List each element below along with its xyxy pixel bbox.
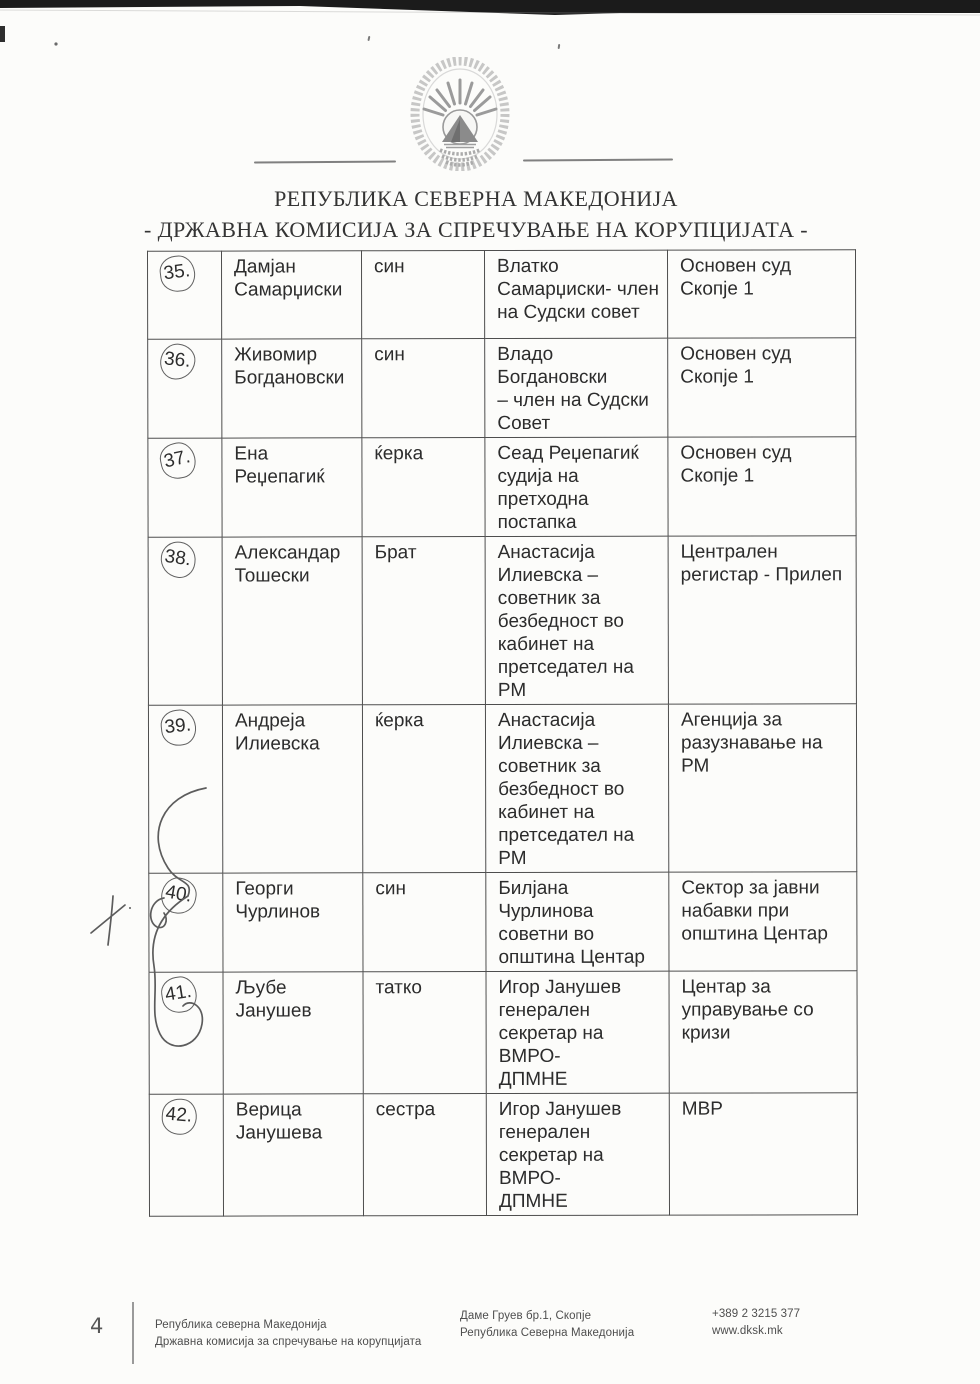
related-person-cell: Влатко Самарџиски- член на Судски совет bbox=[484, 250, 667, 338]
relation-cell: сестра bbox=[363, 1094, 486, 1216]
scan-speck bbox=[54, 42, 57, 45]
table-row bbox=[148, 338, 856, 438]
circled-row-number: 40. bbox=[159, 875, 200, 916]
row-number-cell bbox=[149, 873, 223, 972]
institution-cell: Сектор за јавни набавки при општина Центар bbox=[669, 872, 857, 971]
scan-edge-band bbox=[0, 0, 980, 15]
footer-website: www.dksk.mk bbox=[712, 1325, 783, 1337]
table-row bbox=[149, 971, 857, 1094]
circled-row-number: 41. bbox=[159, 974, 199, 1015]
table-row bbox=[149, 872, 857, 972]
table-row bbox=[148, 536, 856, 705]
title-line-country: РЕПУБЛИКА СЕВЕРНА МАКЕДОНИЈА bbox=[274, 186, 678, 211]
row-number-cell bbox=[148, 339, 222, 438]
relation-cell: Брат bbox=[362, 537, 485, 705]
row-number-cell bbox=[148, 438, 222, 537]
circled-row-number: 35. bbox=[158, 254, 197, 294]
name-cell: Георги Чурлинов bbox=[223, 873, 363, 972]
institution-cell: Основен суд Скопје 1 bbox=[668, 437, 856, 536]
name-cell: Дамјан Самарџиски bbox=[221, 251, 361, 339]
institution-cell: Основен суд Скопје 1 bbox=[668, 338, 856, 437]
circled-row-number: 36. bbox=[158, 342, 197, 381]
footer-org-line1: Република северна Македонија bbox=[155, 1319, 327, 1331]
relatives-table bbox=[147, 249, 858, 1216]
table-row bbox=[149, 1093, 857, 1216]
document-title bbox=[0, 183, 952, 245]
scan-speck bbox=[558, 44, 561, 49]
related-person-cell: Игор Јанушев генерален секретар на ВМРО- ДПМНЕ bbox=[486, 1093, 669, 1215]
relation-cell: татко bbox=[363, 972, 486, 1094]
footer-org-line2: Државна комисија за спречување на корупцијата bbox=[155, 1336, 422, 1348]
institution-cell: МВР bbox=[669, 1093, 857, 1215]
row-number-cell bbox=[148, 705, 222, 873]
institution-cell: Центар за управување со кризи bbox=[669, 971, 857, 1093]
circled-row-number: 42. bbox=[160, 1097, 198, 1136]
row-number-cell bbox=[149, 972, 223, 1094]
table-row bbox=[147, 250, 855, 339]
circled-row-number: 39. bbox=[159, 708, 198, 748]
name-cell: Живомир Богдановски bbox=[222, 339, 362, 438]
name-cell: Љубе Јанушев bbox=[223, 972, 363, 1094]
name-cell: Андреја Илиевска bbox=[222, 705, 362, 873]
name-cell: Александар Тошески bbox=[222, 537, 362, 705]
related-person-cell: Владо Богдановски – член на Судски Совет bbox=[485, 338, 668, 437]
related-person-cell: Сеад Реџепагиќ судија на претходна постапка bbox=[485, 437, 668, 536]
footer-address-line1: Даме Груев бр.1, Скопје bbox=[460, 1310, 592, 1322]
title-line-commission: - ДРЖАВНА КОМИСИЈА ЗА СПРЕЧУВАЊЕ НА КОРУПЦИЈАТА - bbox=[143, 217, 809, 242]
plus-mark bbox=[91, 896, 131, 945]
circled-row-number: 37. bbox=[157, 439, 199, 482]
header-rule-left bbox=[254, 161, 396, 164]
related-person-cell: Игор Јанушев генерален секретар на ВМРО- ДПМНЕ bbox=[486, 971, 669, 1093]
footer-phone: +389 2 3215 377 bbox=[712, 1308, 801, 1320]
row-number-cell bbox=[148, 537, 222, 705]
footer-contact bbox=[712, 1306, 800, 1340]
relation-cell: син bbox=[363, 873, 486, 972]
footer-address-line2: Република Северна Македонија bbox=[460, 1327, 635, 1339]
institution-cell: Основен суд Скопје 1 bbox=[667, 250, 855, 338]
relation-cell: син bbox=[361, 251, 484, 339]
footer-address bbox=[460, 1308, 634, 1342]
coat-of-arms-icon bbox=[404, 57, 516, 171]
related-person-cell: Анастасија Илиевска – советник за безбедност во кабинет на претседател на РМ bbox=[485, 536, 668, 704]
table-row bbox=[148, 437, 856, 537]
related-person-cell: Анастасија Илиевска – советник за безбедност во кабинет на претседател на РМ bbox=[485, 704, 668, 872]
related-person-cell: Билјана Чурлинова советни во општина Центар bbox=[486, 872, 669, 971]
row-number-cell bbox=[149, 1094, 223, 1216]
institution-cell: Агенција за разузнавање на РМ bbox=[668, 704, 856, 872]
relation-cell: син bbox=[362, 339, 485, 438]
relation-cell: ќерка bbox=[362, 438, 485, 537]
name-cell: Ена Реџепагиќ bbox=[222, 438, 362, 537]
footer-organization bbox=[155, 1317, 421, 1351]
name-cell: Верица Јанушева bbox=[223, 1094, 363, 1216]
header-rule-right bbox=[523, 158, 673, 161]
table-row bbox=[148, 704, 856, 873]
scan-speck bbox=[367, 36, 370, 41]
page-number: 4 bbox=[90, 1314, 104, 1338]
row-number-cell bbox=[147, 251, 221, 339]
relation-cell: ќерка bbox=[362, 705, 485, 873]
circled-row-number: 38. bbox=[158, 539, 198, 579]
footer-divider bbox=[132, 1302, 134, 1364]
institution-cell: Централен регистар - Прилеп bbox=[668, 536, 856, 704]
